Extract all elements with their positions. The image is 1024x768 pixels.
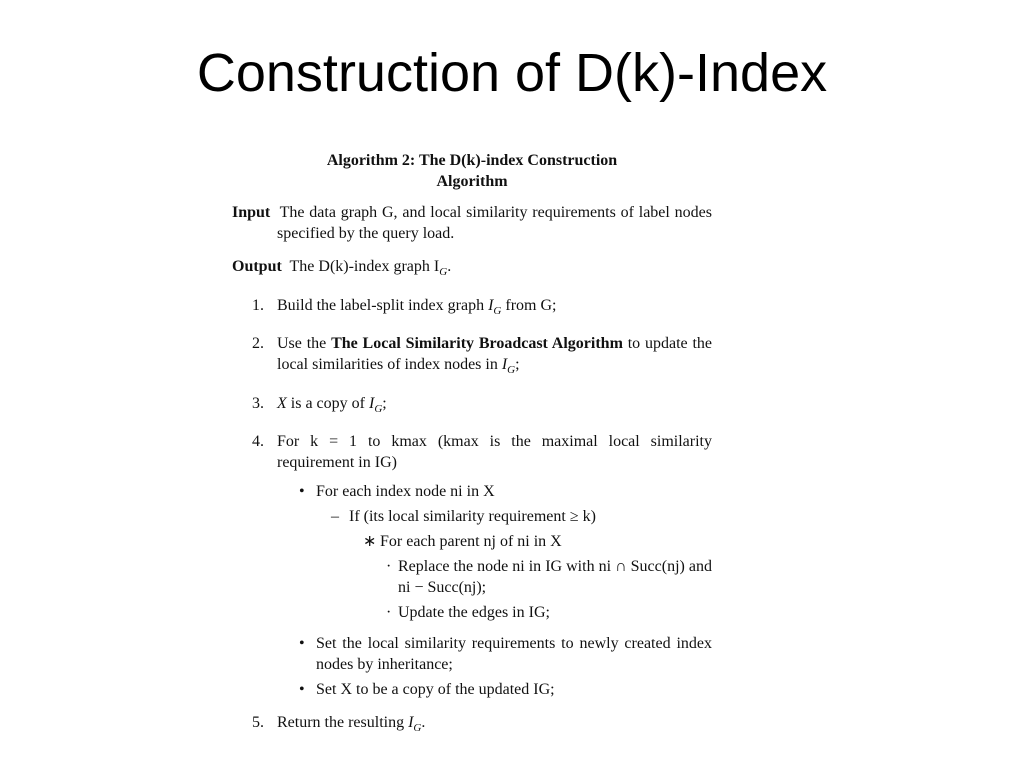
bullet-text: For each index node ni in X <box>316 482 495 500</box>
dot-marker: · <box>386 603 392 621</box>
step-3 <box>232 393 712 420</box>
step-number: 4. <box>252 432 264 450</box>
step-number: 2. <box>252 335 264 353</box>
bullet-for-each-node <box>232 481 712 502</box>
input-section <box>232 202 712 244</box>
step-2 <box>232 333 712 381</box>
bullet-set-copy <box>232 679 712 700</box>
algorithm-heading-line1: Algorithm 2: The D(k)-index Construction <box>326 152 618 169</box>
output-section <box>232 256 712 283</box>
step-1 <box>232 295 712 322</box>
step-5-pre: Return the resulting <box>277 713 409 731</box>
step-2-var: I <box>501 356 508 374</box>
bullet-marker: • <box>299 680 305 698</box>
algorithm-box <box>232 150 712 750</box>
step-3-sub: G <box>374 402 383 415</box>
bullet-text: For each parent nj of ni in X <box>380 532 562 550</box>
step-2-pre: Use the <box>277 335 332 353</box>
step-number: 3. <box>252 394 264 412</box>
input-label: Input <box>232 204 271 221</box>
step-1-pre: Build the label-split index graph <box>277 297 489 315</box>
output-text: The D(k)-index graph I <box>289 258 440 275</box>
input-text: The data graph G, and local similarity requirements of label nodes specified by the query load. <box>277 204 712 242</box>
step-number: 5. <box>252 713 264 731</box>
step-3-mid: is a copy of <box>286 394 369 412</box>
step-1-sub: G <box>493 305 502 318</box>
dot-marker: · <box>386 557 392 575</box>
step-2-mid: to update the local similarities of index nodes in <box>277 335 712 374</box>
step-3-post: ; <box>382 394 387 412</box>
bullet-marker: • <box>299 634 305 652</box>
bullet-for-each-parent <box>232 531 712 552</box>
output-end: . <box>447 258 452 275</box>
algorithm-heading-line2: Algorithm <box>436 173 508 190</box>
step-4 <box>232 431 712 473</box>
bullet-replace-node <box>232 556 712 598</box>
asterisk-marker: ∗ <box>363 532 377 550</box>
step-5-post: . <box>421 713 426 731</box>
bullet-if-requirement <box>232 506 712 527</box>
algorithm-heading <box>232 150 712 192</box>
bullet-set-requirements <box>232 633 712 675</box>
slide-title: Construction of D(k)-Index <box>196 43 828 103</box>
step-5-var: I <box>408 713 414 731</box>
step-3-var: I <box>368 394 375 412</box>
step-number: 1. <box>252 297 264 315</box>
step-5 <box>232 712 712 739</box>
output-sub: G <box>439 266 448 279</box>
bullet-text: If (its local similarity requirement ≥ k) <box>349 507 596 525</box>
bullet-text: Set X to be a copy of the updated IG; <box>316 680 555 698</box>
step-1-var: I <box>488 297 494 315</box>
output-label: Output <box>232 258 282 275</box>
bullet-text: Replace the node ni in IG with ni ∩ Succ(nj) and ni − Succ(nj); <box>398 557 712 596</box>
bullet-update-edges <box>232 602 712 623</box>
step-4-text: For k = 1 to kmax (kmax is the maximal local similarity requirement in IG) <box>277 432 712 471</box>
bullet-text: Update the edges in IG; <box>398 603 550 621</box>
dash-marker: – <box>331 507 339 525</box>
bullet-text: Set the local similarity requirements to newly created index nodes by inheritance; <box>316 634 712 673</box>
step-5-sub: G <box>413 721 422 734</box>
step-2-sub: G <box>507 364 516 377</box>
step-1-post: from G; <box>501 297 557 315</box>
step-2-bold: The Local Similarity Broadcast Algorithm <box>331 335 623 353</box>
bullet-marker: • <box>299 482 305 500</box>
step-2-post: ; <box>515 356 520 374</box>
step-3-var1: X <box>277 394 287 412</box>
